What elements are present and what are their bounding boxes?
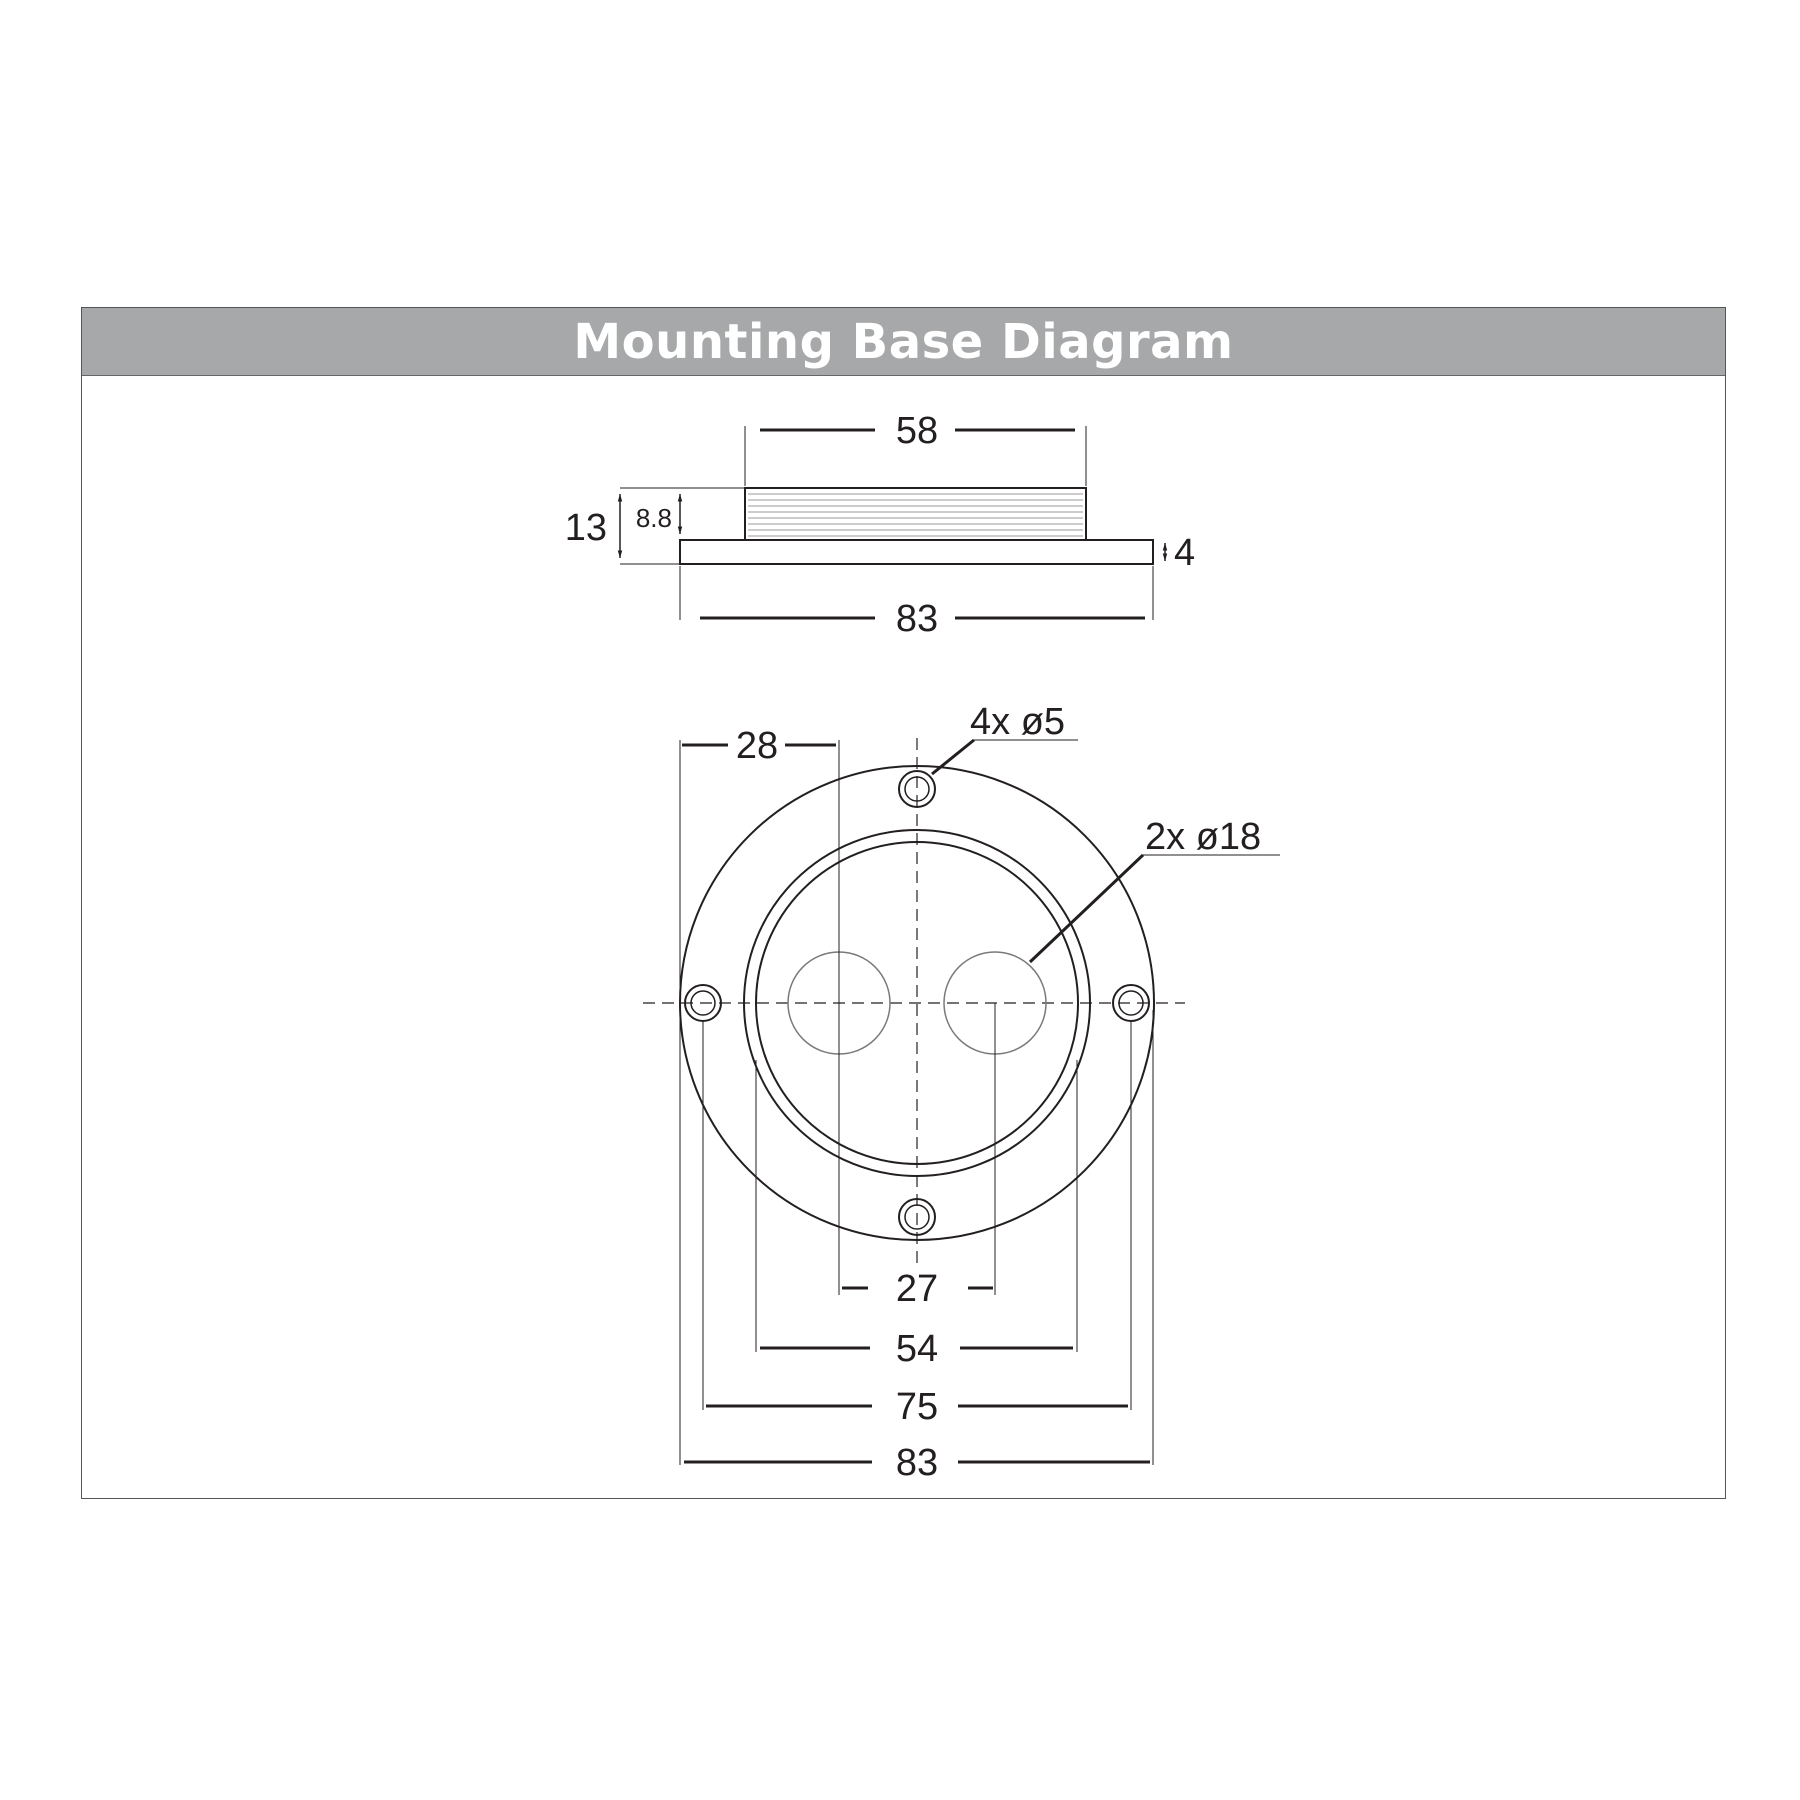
dim-inner-diameter xyxy=(760,1328,1073,1370)
dim-offset-28 xyxy=(680,725,839,1295)
dim-label-83-side: 83 xyxy=(895,598,939,640)
flange-plate xyxy=(680,540,1153,564)
dim-label-4: 4 xyxy=(1174,532,1196,574)
dim-hole-spacing xyxy=(842,1268,993,1310)
threaded-boss xyxy=(745,488,1086,540)
dim-label-28: 28 xyxy=(735,725,779,767)
dim-outer-diameter xyxy=(684,1442,1150,1484)
label-fixing-holes: 4x ø5 xyxy=(970,701,1066,743)
dim-label-8-8: 8.8 xyxy=(635,503,672,533)
page-title: Mounting Base Diagram xyxy=(573,313,1234,370)
thread-lines xyxy=(748,494,1083,536)
dim-label-83-plan: 83 xyxy=(895,1442,939,1484)
plan-view xyxy=(643,701,1280,1484)
dim-heights xyxy=(565,488,1195,574)
dim-label-54: 54 xyxy=(895,1328,939,1370)
dim-top-width xyxy=(745,410,1086,486)
side-view xyxy=(565,410,1195,640)
dim-base-width xyxy=(680,566,1153,640)
label-cable-holes: 2x ø18 xyxy=(1145,816,1262,858)
dim-label-75: 75 xyxy=(895,1386,939,1428)
dim-pcd xyxy=(706,1386,1128,1428)
dim-label-13: 13 xyxy=(564,507,607,549)
leader-cable-holes xyxy=(1030,816,1280,962)
leader-fixing-holes xyxy=(932,701,1078,774)
dim-label-27: 27 xyxy=(895,1268,939,1310)
dim-label-58: 58 xyxy=(895,410,939,452)
